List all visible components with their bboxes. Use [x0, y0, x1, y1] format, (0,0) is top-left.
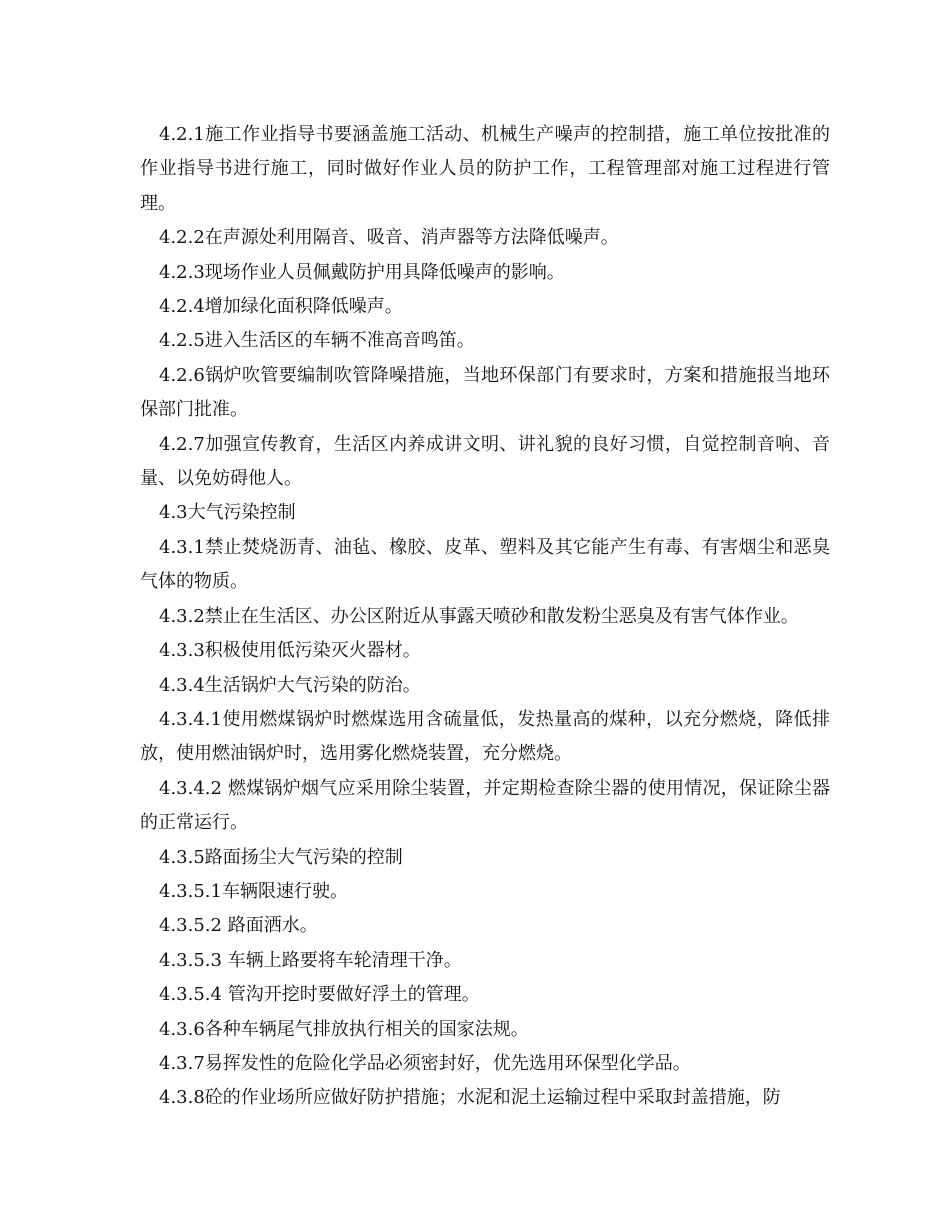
document-page	[140, 118, 830, 1116]
paragraph-4-3-1: 4.3.1禁止焚烧沥青、油毡、橡胶、皮革、塑料及其它能产生有毒、有害烟尘和恶臭气体的物质。	[140, 536, 830, 593]
section-heading-4-3: 4.3大气污染控制	[159, 502, 296, 524]
paragraph-4-2-2: 4.2.2在声源处利用隔音、吸音、消声器等方法降低噪声。	[159, 227, 619, 249]
paragraph-4-2-7: 4.2.7加强宣传教育，生活区内养成讲文明、讲礼貌的良好习惯，自觉控制音响、音量、以免妨碍他人。	[140, 433, 830, 490]
paragraph-4-3-5-3: 4.3.5.3 车辆上路要将车轮清理干净。	[159, 949, 462, 971]
paragraph-4-3-4-1: 4.3.4.1使用燃煤锅炉时燃煤选用含硫量低，发热量高的煤种，以充分燃烧，降低排放，使用燃油锅炉时，选用雾化燃烧装置，充分燃烧。	[140, 708, 830, 765]
paragraph-4-3-7: 4.3.7易挥发性的危险化学品必须密封好，优先选用环保型化学品。	[159, 1052, 691, 1074]
paragraph-4-3-3: 4.3.3积极使用低污染灭火器材。	[159, 640, 421, 662]
paragraph-4-3-4-2: 4.3.4.2 燃煤锅炉烟气应采用除尘装置，并定期检查除尘器的使用情况，保证除尘器的正常运行。	[140, 777, 830, 834]
paragraph-4-2-1: 4.2.1施工作业指导书要涵盖施工活动、机械生产噪声的控制措，施工单位按批准的作业指导书进行施工，同时做好作业人员的防护工作，工程管理部对施工过程进行管理。	[140, 124, 830, 214]
paragraph-4-3-5-4: 4.3.5.4 管沟开挖时要做好浮土的管理。	[159, 984, 480, 1006]
paragraph-4-3-8: 4.3.8砼的作业场所应做好防护措施；水泥和泥土运输过程中采取封盖措施，防	[159, 1087, 781, 1109]
paragraph-4-3-2: 4.3.2禁止在生活区、办公区附近从事露天喷砂和散发粉尘恶臭及有害气体作业。	[159, 605, 799, 627]
paragraph-4-2-3: 4.2.3现场作业人员佩戴防护用具降低噪声的影响。	[159, 261, 565, 283]
paragraph-4-2-6: 4.2.6锅炉吹管要编制吹管降噪措施，当地环保部门有要求时，方案和措施报当地环保部门批准。	[140, 364, 830, 421]
paragraph-4-2-4: 4.2.4增加绿化面积降低噪声。	[159, 296, 403, 318]
paragraph-4-3-5: 4.3.5路面扬尘大气污染的控制	[159, 846, 403, 868]
paragraph-4-3-4: 4.3.4生活锅炉大气污染的防治。	[159, 674, 421, 696]
paragraph-4-3-6: 4.3.6各种车辆尾气排放执行相关的国家法规。	[159, 1018, 529, 1040]
paragraph-4-2-5: 4.2.5进入生活区的车辆不准高音鸣笛。	[159, 330, 475, 352]
paragraph-4-3-5-1: 4.3.5.1车辆限速行驶。	[159, 880, 348, 902]
paragraph-4-3-5-2: 4.3.5.2 路面洒水。	[159, 915, 318, 937]
